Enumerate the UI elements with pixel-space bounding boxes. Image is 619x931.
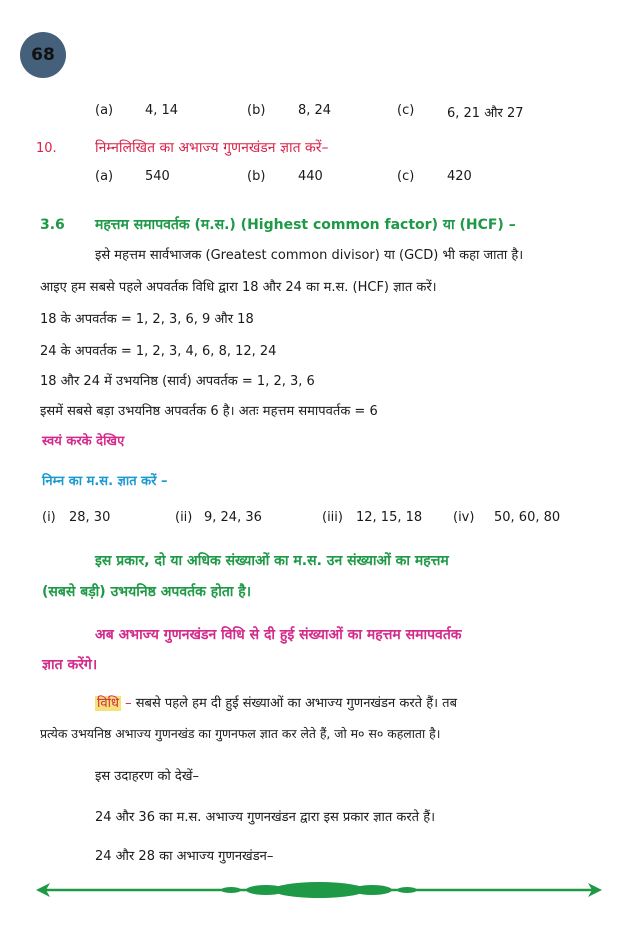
page-number: 68 <box>31 45 55 65</box>
q10-text: निम्नलिखित का अभाज्य गुणनखंडन ज्ञात करें– <box>95 140 329 156</box>
exercise-ii-label: (ii) <box>175 510 193 525</box>
body-line-5: 18 और 24 में उभयनिष्ठ (सार्व) अपवर्तक = 1, 2, 3, 6 <box>40 374 315 389</box>
q10-number: 10. <box>36 141 57 156</box>
method-intro-line-2: ज्ञात करेंगे। <box>42 657 98 673</box>
method-line-1 <box>95 693 457 711</box>
method-line-2: प्रत्येक उभयनिष्ठ अभाज्य गुणनखंड का गुणनफल ज्ञात कर लेते हैं, जो म० स० कहलाता है। <box>40 726 441 741</box>
exercise-ii-value: 9, 24, 36 <box>204 510 262 525</box>
q9-b-value: 8, 24 <box>298 103 332 118</box>
q9-b-label: (b) <box>247 103 266 118</box>
q10-b-value: 440 <box>298 169 323 184</box>
q9-a-value: 4, 14 <box>145 103 179 118</box>
exercise-iii-label: (iii) <box>322 510 343 525</box>
method-dash: – <box>125 696 132 711</box>
body-line-6: इसमें सबसे बड़ा उभयनिष्ठ अपवर्तक 6 है। अतः महत्तम समापवर्तक = 6 <box>40 404 378 419</box>
section-heading: महत्तम समापवर्तक (म.स.) (Highest common factor) या (HCF) – <box>95 217 516 233</box>
definition-line-2: (सबसे बड़ी) उभयनिष्ठ अपवर्तक होता है। <box>42 584 252 600</box>
example-line-1: इस उदाहरण को देखें– <box>95 769 199 784</box>
body-line-4: 24 के अपवर्तक = 1, 2, 3, 4, 6, 8, 12, 24 <box>40 344 277 359</box>
decorative-divider <box>36 876 602 904</box>
exercise-i-value: 28, 30 <box>69 510 111 525</box>
body-line-2: आइए हम सबसे पहले अपवर्तक विधि द्वारा 18 और 24 का म.स. (HCF) ज्ञात करें। <box>40 280 437 295</box>
exercise-iv-value: 50, 60, 80 <box>494 510 561 525</box>
q10-a-label: (a) <box>95 169 114 184</box>
exercise-prompt: निम्न का म.स. ज्ञात करें – <box>42 474 168 489</box>
page-number-badge <box>20 32 66 78</box>
example-line-3: 24 और 28 का अभाज्य गुणनखंडन– <box>95 849 274 864</box>
example-line-2: 24 और 36 का म.स. अभाज्य गुणनखंडन द्वारा इस प्रकार ज्ञात करते हैं। <box>95 810 436 825</box>
definition-line-1: इस प्रकार, दो या अधिक संख्याओं का म.स. उन संख्याओं का महत्तम <box>95 553 449 569</box>
q9-a-label: (a) <box>95 103 114 118</box>
q10-a-value: 540 <box>145 169 170 184</box>
body-line-1: इसे महत्तम सार्वभाजक (Greatest common divisor) या (GCD) भी कहा जाता है। <box>95 248 524 263</box>
exercise-i-label: (i) <box>42 510 56 525</box>
exercise-iii-value: 12, 15, 18 <box>356 510 423 525</box>
q10-c-value: 420 <box>447 169 472 184</box>
q9-c-label: (c) <box>397 103 415 118</box>
method-intro-line-1: अब अभाज्य गुणनखंडन विधि से दी हुई संख्याओं का महत्तम समापवर्तक <box>95 627 462 643</box>
method-line-1-text: सबसे पहले हम दी हुई संख्याओं का अभाज्य गुणनखंडन करते हैं। तब <box>135 696 458 711</box>
body-line-3: 18 के अपवर्तक = 1, 2, 3, 6, 9 और 18 <box>40 312 254 327</box>
q10-c-label: (c) <box>397 169 415 184</box>
q10-b-label: (b) <box>247 169 266 184</box>
method-label: विधि <box>97 696 119 711</box>
section-number: 3.6 <box>40 217 65 233</box>
exercise-iv-label: (iv) <box>453 510 475 525</box>
try-yourself-heading: स्वयं करके देखिए <box>42 434 125 449</box>
q9-c-value: 6, 21 और 27 <box>447 106 524 121</box>
